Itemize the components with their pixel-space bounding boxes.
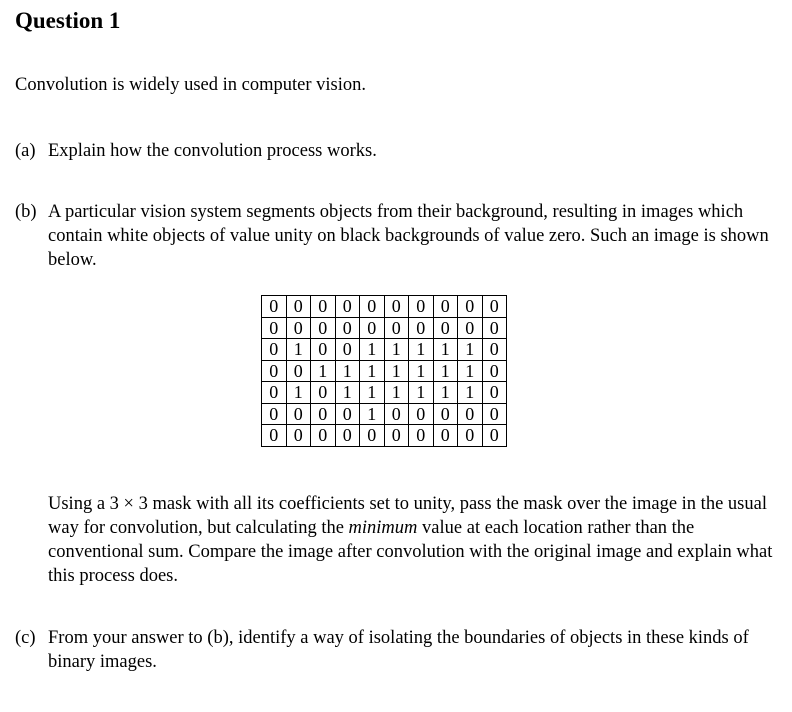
grid-row — [262, 403, 507, 425]
grid-cell: 1 — [286, 382, 311, 404]
grid-cell: 1 — [384, 339, 409, 361]
grid-cell: 1 — [458, 339, 483, 361]
grid-cell: 0 — [335, 317, 360, 339]
part-b-label: (b) — [15, 202, 37, 222]
grid-cell: 1 — [286, 339, 311, 361]
binary-image-grid — [261, 295, 507, 447]
grid-cell: 0 — [482, 403, 507, 425]
grid-cell: 1 — [335, 360, 360, 382]
grid-cell: 1 — [433, 339, 458, 361]
grid-cell: 0 — [458, 296, 483, 318]
grid-cell: 0 — [482, 296, 507, 318]
grid-cell: 1 — [433, 382, 458, 404]
grid-cell: 0 — [360, 425, 385, 447]
grid-cell: 0 — [384, 403, 409, 425]
grid-cell: 0 — [433, 296, 458, 318]
grid-cell: 0 — [335, 296, 360, 318]
grid-row — [262, 296, 507, 318]
grid-cell: 0 — [384, 425, 409, 447]
followup-pre: Using a 3 × 3 mask with all its coefficients set to unity, pass the mask over the image in the usual way for convolution, but calculating the — [48, 494, 767, 538]
grid-cell: 1 — [360, 403, 385, 425]
grid-cell: 0 — [482, 339, 507, 361]
grid-cell: 0 — [482, 317, 507, 339]
question-title: Question 1 — [15, 8, 121, 33]
grid-cell: 1 — [433, 360, 458, 382]
grid-cell: 1 — [311, 360, 336, 382]
grid-cell: 0 — [335, 339, 360, 361]
part-c — [15, 626, 785, 674]
part-b-text: A particular vision system segments objects from their background, resulting in images which contain white objects of value unity on black backgrounds of value zero. Such an image is shown below. — [48, 202, 769, 270]
grid-cell: 1 — [360, 382, 385, 404]
grid-cell: 0 — [482, 360, 507, 382]
grid-cell: 1 — [409, 360, 434, 382]
grid-cell: 0 — [262, 296, 287, 318]
grid-row — [262, 317, 507, 339]
grid-cell: 0 — [409, 317, 434, 339]
grid-cell: 0 — [384, 317, 409, 339]
grid-cell: 0 — [286, 296, 311, 318]
grid-cell: 0 — [262, 382, 287, 404]
grid-cell: 0 — [409, 425, 434, 447]
grid-cell: 0 — [311, 339, 336, 361]
grid-cell: 0 — [482, 425, 507, 447]
grid-cell: 0 — [335, 425, 360, 447]
grid-cell: 0 — [262, 403, 287, 425]
grid-cell: 1 — [409, 339, 434, 361]
grid-cell: 0 — [482, 382, 507, 404]
grid-cell: 0 — [409, 403, 434, 425]
grid-cell: 0 — [360, 296, 385, 318]
grid-cell: 1 — [384, 360, 409, 382]
grid-cell: 0 — [409, 296, 434, 318]
grid-cell: 1 — [335, 382, 360, 404]
grid-cell: 0 — [384, 296, 409, 318]
grid-cell: 1 — [458, 360, 483, 382]
part-b — [15, 200, 785, 272]
grid-cell: 0 — [311, 382, 336, 404]
part-c-text: From your answer to (b), identify a way of isolating the boundaries of objects in these kinds of binary images. — [48, 628, 749, 672]
part-a — [15, 139, 785, 163]
grid-cell: 0 — [433, 425, 458, 447]
grid-cell: 0 — [286, 317, 311, 339]
grid-cell: 0 — [433, 317, 458, 339]
part-b-followup — [15, 492, 785, 588]
grid-cell: 0 — [458, 403, 483, 425]
grid-row — [262, 360, 507, 382]
grid-cell: 0 — [311, 403, 336, 425]
grid-cell: 0 — [360, 317, 385, 339]
followup-emphasis: minimum — [348, 518, 418, 538]
grid-row — [262, 339, 507, 361]
grid-cell: 0 — [286, 360, 311, 382]
grid-cell: 0 — [286, 425, 311, 447]
grid-cell: 0 — [458, 317, 483, 339]
intro-text: Convolution is widely used in computer vision. — [15, 75, 366, 95]
grid-cell: 1 — [458, 382, 483, 404]
grid-cell: 0 — [458, 425, 483, 447]
grid-row — [262, 425, 507, 447]
grid-cell: 0 — [311, 296, 336, 318]
grid-cell: 0 — [286, 403, 311, 425]
grid-cell: 0 — [311, 425, 336, 447]
grid-cell: 0 — [262, 360, 287, 382]
grid-cell: 0 — [311, 317, 336, 339]
grid-cell: 1 — [409, 382, 434, 404]
part-a-text: Explain how the convolution process works. — [48, 141, 377, 161]
grid-cell: 1 — [360, 339, 385, 361]
followup-post: value at each location rather than the conventional sum. Compare the image after convolution with the original image and explain what this process does. — [48, 518, 773, 586]
grid-cell: 0 — [262, 425, 287, 447]
grid-cell: 0 — [335, 403, 360, 425]
part-c-label: (c) — [15, 628, 36, 648]
part-a-label: (a) — [15, 141, 36, 161]
grid-cell: 1 — [360, 360, 385, 382]
grid-cell: 0 — [433, 403, 458, 425]
part-b-followup-text — [48, 492, 785, 588]
grid-cell: 0 — [262, 339, 287, 361]
grid-cell: 1 — [384, 382, 409, 404]
grid-row — [262, 382, 507, 404]
grid-cell: 0 — [262, 317, 287, 339]
